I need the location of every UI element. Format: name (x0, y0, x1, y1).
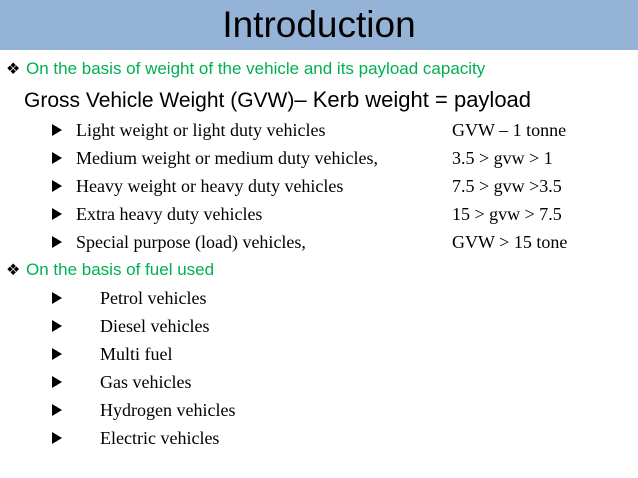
diamond-bullet-icon: ❖ (6, 61, 21, 78)
weight-item-label: Light weight or light duty vehicles (76, 120, 326, 140)
weight-item-value: 15 > gvw > 7.5 (452, 204, 562, 224)
arrowhead-bullet-icon (52, 404, 62, 416)
section-weight-heading-row (6, 58, 485, 81)
arrowhead-bullet-icon (52, 180, 62, 192)
slide-title: Introduction (222, 4, 416, 45)
gvw-formula-part2: – Kerb weight = payload (294, 87, 532, 112)
weight-item-value: GVW – 1 tonne (452, 120, 567, 140)
arrowhead-bullet-icon (52, 208, 62, 220)
gvw-formula-part1: Gross Vehicle Weight (GVW) (24, 89, 295, 112)
fuel-item: Electric vehicles (100, 428, 220, 448)
arrowhead-bullet-icon (52, 292, 62, 304)
weight-item-value: GVW > 15 tone (452, 232, 568, 252)
fuel-item: Petrol vehicles (100, 288, 207, 308)
section-fuel-heading: On the basis of fuel used (26, 260, 215, 279)
weight-item-label: Medium weight or medium duty vehicles, (76, 148, 378, 168)
weight-item-label: Extra heavy duty vehicles (76, 204, 263, 224)
fuel-item: Multi fuel (100, 344, 173, 364)
section-fuel-heading-row (6, 259, 214, 282)
arrowhead-bullet-icon (52, 432, 62, 444)
fuel-item: Diesel vehicles (100, 316, 210, 336)
fuel-item: Hydrogen vehicles (100, 400, 236, 420)
weight-item-label: Heavy weight or heavy duty vehicles (76, 176, 344, 196)
arrowhead-bullet-icon (52, 348, 62, 360)
arrowhead-bullet-icon (52, 124, 62, 136)
arrowhead-bullet-icon (52, 152, 62, 164)
diamond-bullet-icon: ❖ (6, 262, 21, 279)
fuel-item: Gas vehicles (100, 372, 192, 392)
weight-item-value: 3.5 > gvw > 1 (452, 148, 553, 168)
arrowhead-bullet-icon (52, 236, 62, 248)
weight-item-value: 7.5 > gvw >3.5 (452, 176, 562, 196)
weight-item-label: Special purpose (load) vehicles, (76, 232, 306, 252)
arrowhead-bullet-icon (52, 376, 62, 388)
arrowhead-bullet-icon (52, 320, 62, 332)
gvw-formula (24, 87, 531, 114)
section-weight-heading: On the basis of weight of the vehicle and its payload capacity (26, 59, 486, 78)
